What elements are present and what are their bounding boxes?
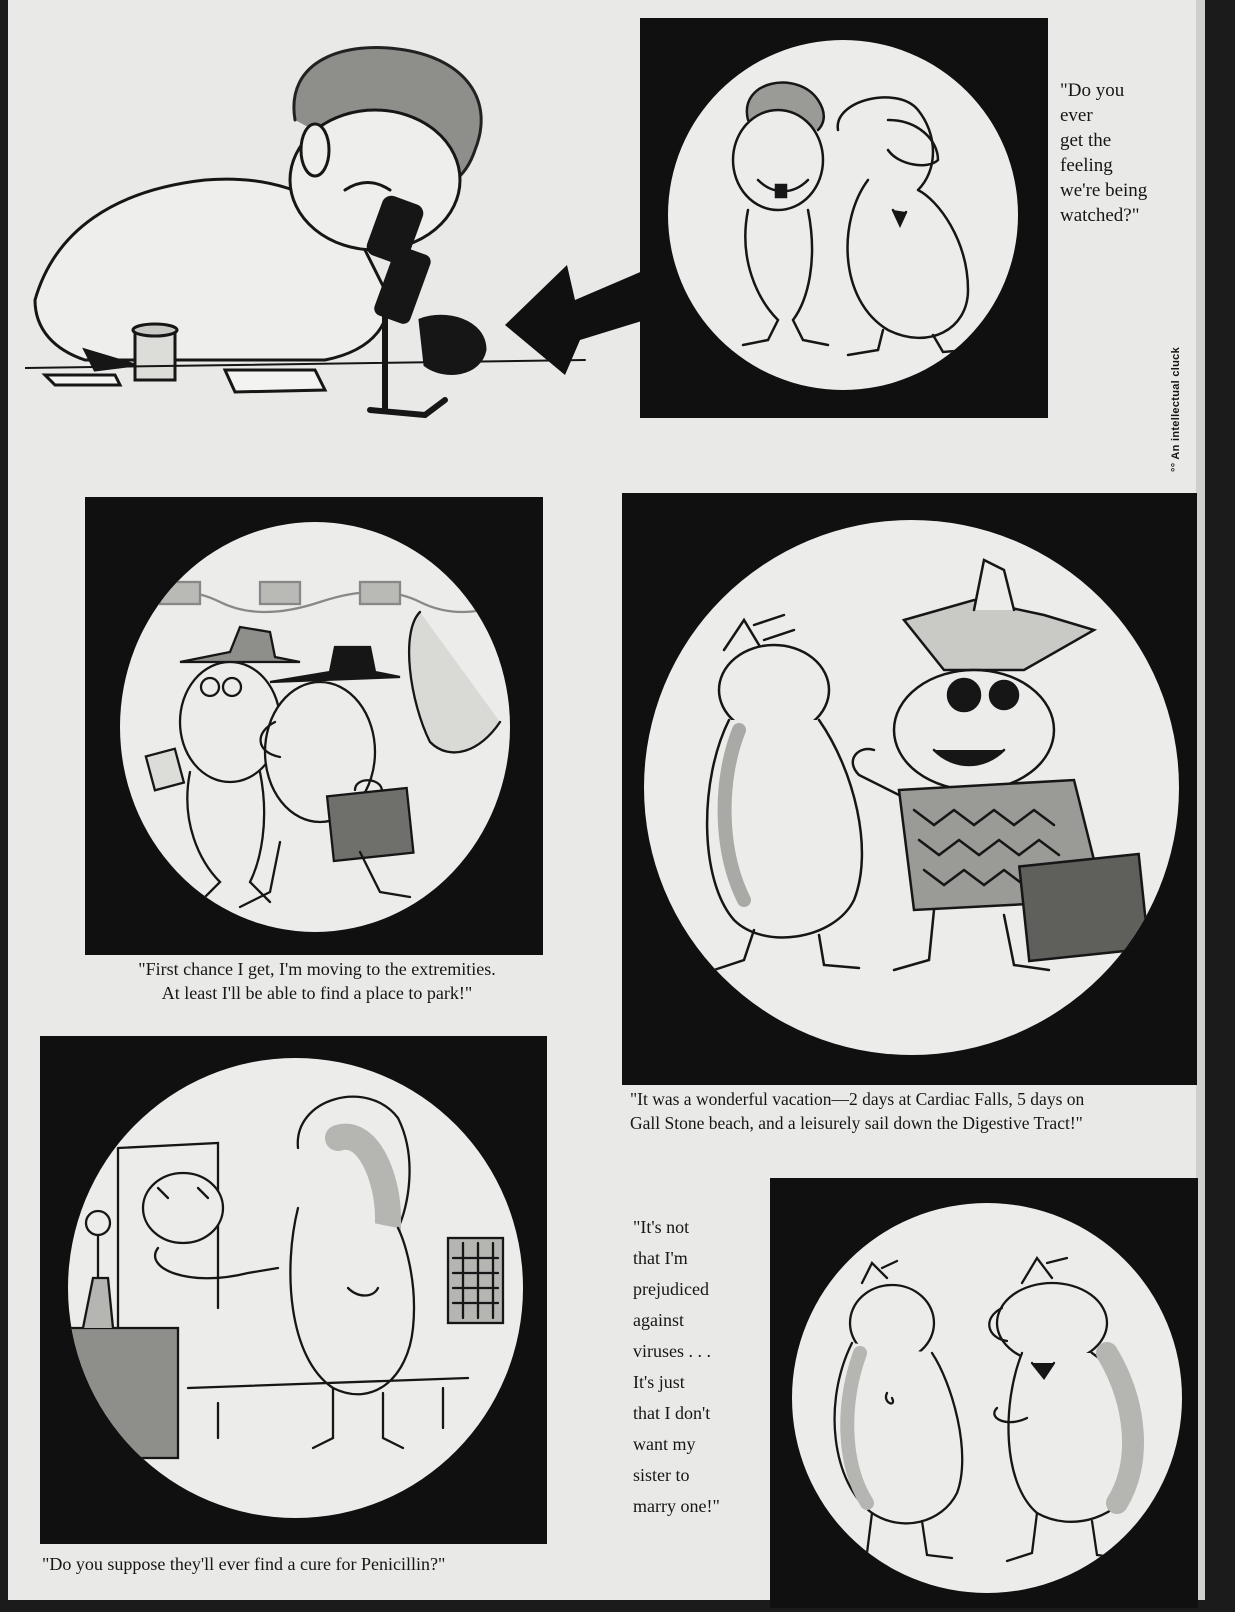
- vacation-caption: [630, 1087, 1195, 1135]
- penicillin-microscope-view: [68, 1058, 523, 1518]
- extremities-caption-line-2: At least I'll be able to find a place to park!": [161, 983, 473, 1003]
- extremities-microscope-view: [120, 522, 510, 932]
- extremities-panel: [85, 497, 543, 955]
- extremities-caption-line-1: "First chance I get, I'm moving to the extremities.: [138, 959, 496, 979]
- side-label: °° An intellectual cluck: [1170, 346, 1182, 472]
- vacation-microscope-view: [644, 520, 1179, 1055]
- left-border: [0, 0, 8, 1612]
- right-border: [1205, 0, 1235, 1612]
- penicillin-caption: "Do you suppose they'll ever find a cure for Penicillin?": [42, 1554, 446, 1574]
- penicillin-panel: [40, 1036, 547, 1544]
- viruses-panel: [770, 1178, 1198, 1608]
- vacation-caption-line-1: "It was a wonderful vacation—2 days at Cardiac Falls, 5 days on: [630, 1089, 1085, 1109]
- vacation-panel: [622, 493, 1197, 1085]
- scientist-microscope-illustration: [25, 30, 645, 470]
- watched-caption: "Do you ever get the feeling we're being watched?": [1060, 80, 1148, 226]
- arrow-icon: [505, 265, 645, 375]
- watched-panel: [640, 18, 1048, 418]
- viruses-caption: "It's not that I'm prejudiced against viruses . . . It's just that I don't want my sister to marry one!": [633, 1217, 720, 1516]
- viruses-microscope-view: [792, 1203, 1182, 1593]
- vacation-caption-line-2: Gall Stone beach, and a leisurely sail down the Digestive Tract!": [630, 1113, 1083, 1133]
- watched-microscope-view: [668, 40, 1018, 390]
- extremities-caption: [92, 957, 542, 1005]
